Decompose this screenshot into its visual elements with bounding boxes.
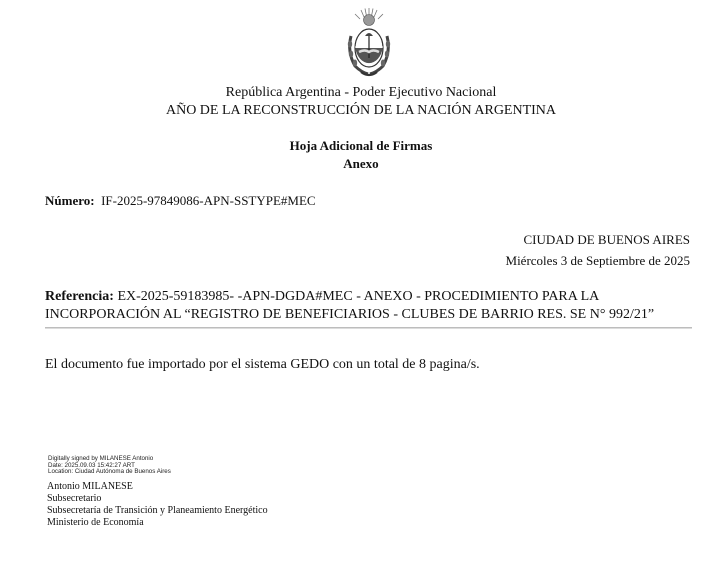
numero-label: Número: (45, 193, 95, 208)
numero-row (45, 193, 316, 209)
divider (45, 327, 692, 329)
referencia-label: Referencia: (45, 289, 114, 304)
document-subtitle: Anexo (343, 156, 379, 171)
city: CIUDAD DE BUENOS AIRES (523, 232, 690, 247)
header-line-2: AÑO DE LA RECONSTRUCCIÓN DE LA NACIÓN ARGENTINA (165, 103, 557, 118)
signature-location: Location: Ciudad Autónoma de Buenos Aires (48, 468, 171, 476)
body-text: El documento fue importado por el sistema GEDO con un total de 8 pagina/s. (45, 357, 480, 372)
digital-signature-stamp (48, 456, 171, 476)
signer-office: Subsecretaría de Transición y Planeamiento Energético (47, 505, 268, 516)
signer-position: Subsecretario (47, 493, 102, 504)
argentina-coat-of-arms-icon (341, 6, 397, 82)
referencia-line-1 (45, 288, 705, 305)
document-title: Hoja Adicional de Firmas (289, 138, 433, 153)
header-line-1: República Argentina - Poder Ejecutivo Nacional (225, 85, 497, 100)
referencia-line-2: INCORPORACIÓN AL “REGISTRO DE BENEFICIARIOS - CLUBES DE BARRIO RES. SE N° 992/21” (45, 307, 655, 322)
numero-value: IF-2025-97849086-APN-SSTYPE#MEC (101, 193, 316, 208)
signature-signed-by: Digitally signed by MILANESE Antonio (48, 455, 154, 462)
date: Miércoles 3 de Septiembre de 2025 (505, 253, 690, 268)
signer-name: Antonio MILANESE (47, 481, 133, 492)
signer-ministry: Ministerio de Economía (47, 517, 144, 528)
referencia-text-1: EX-2025-59183985- -APN-DGDA#MEC - ANEXO - PROCEDIMIENTO PARA LA (117, 289, 600, 304)
signer-block (47, 481, 268, 529)
signature-date: Date: 2025.09.03 15:42:27 ART (48, 461, 135, 469)
